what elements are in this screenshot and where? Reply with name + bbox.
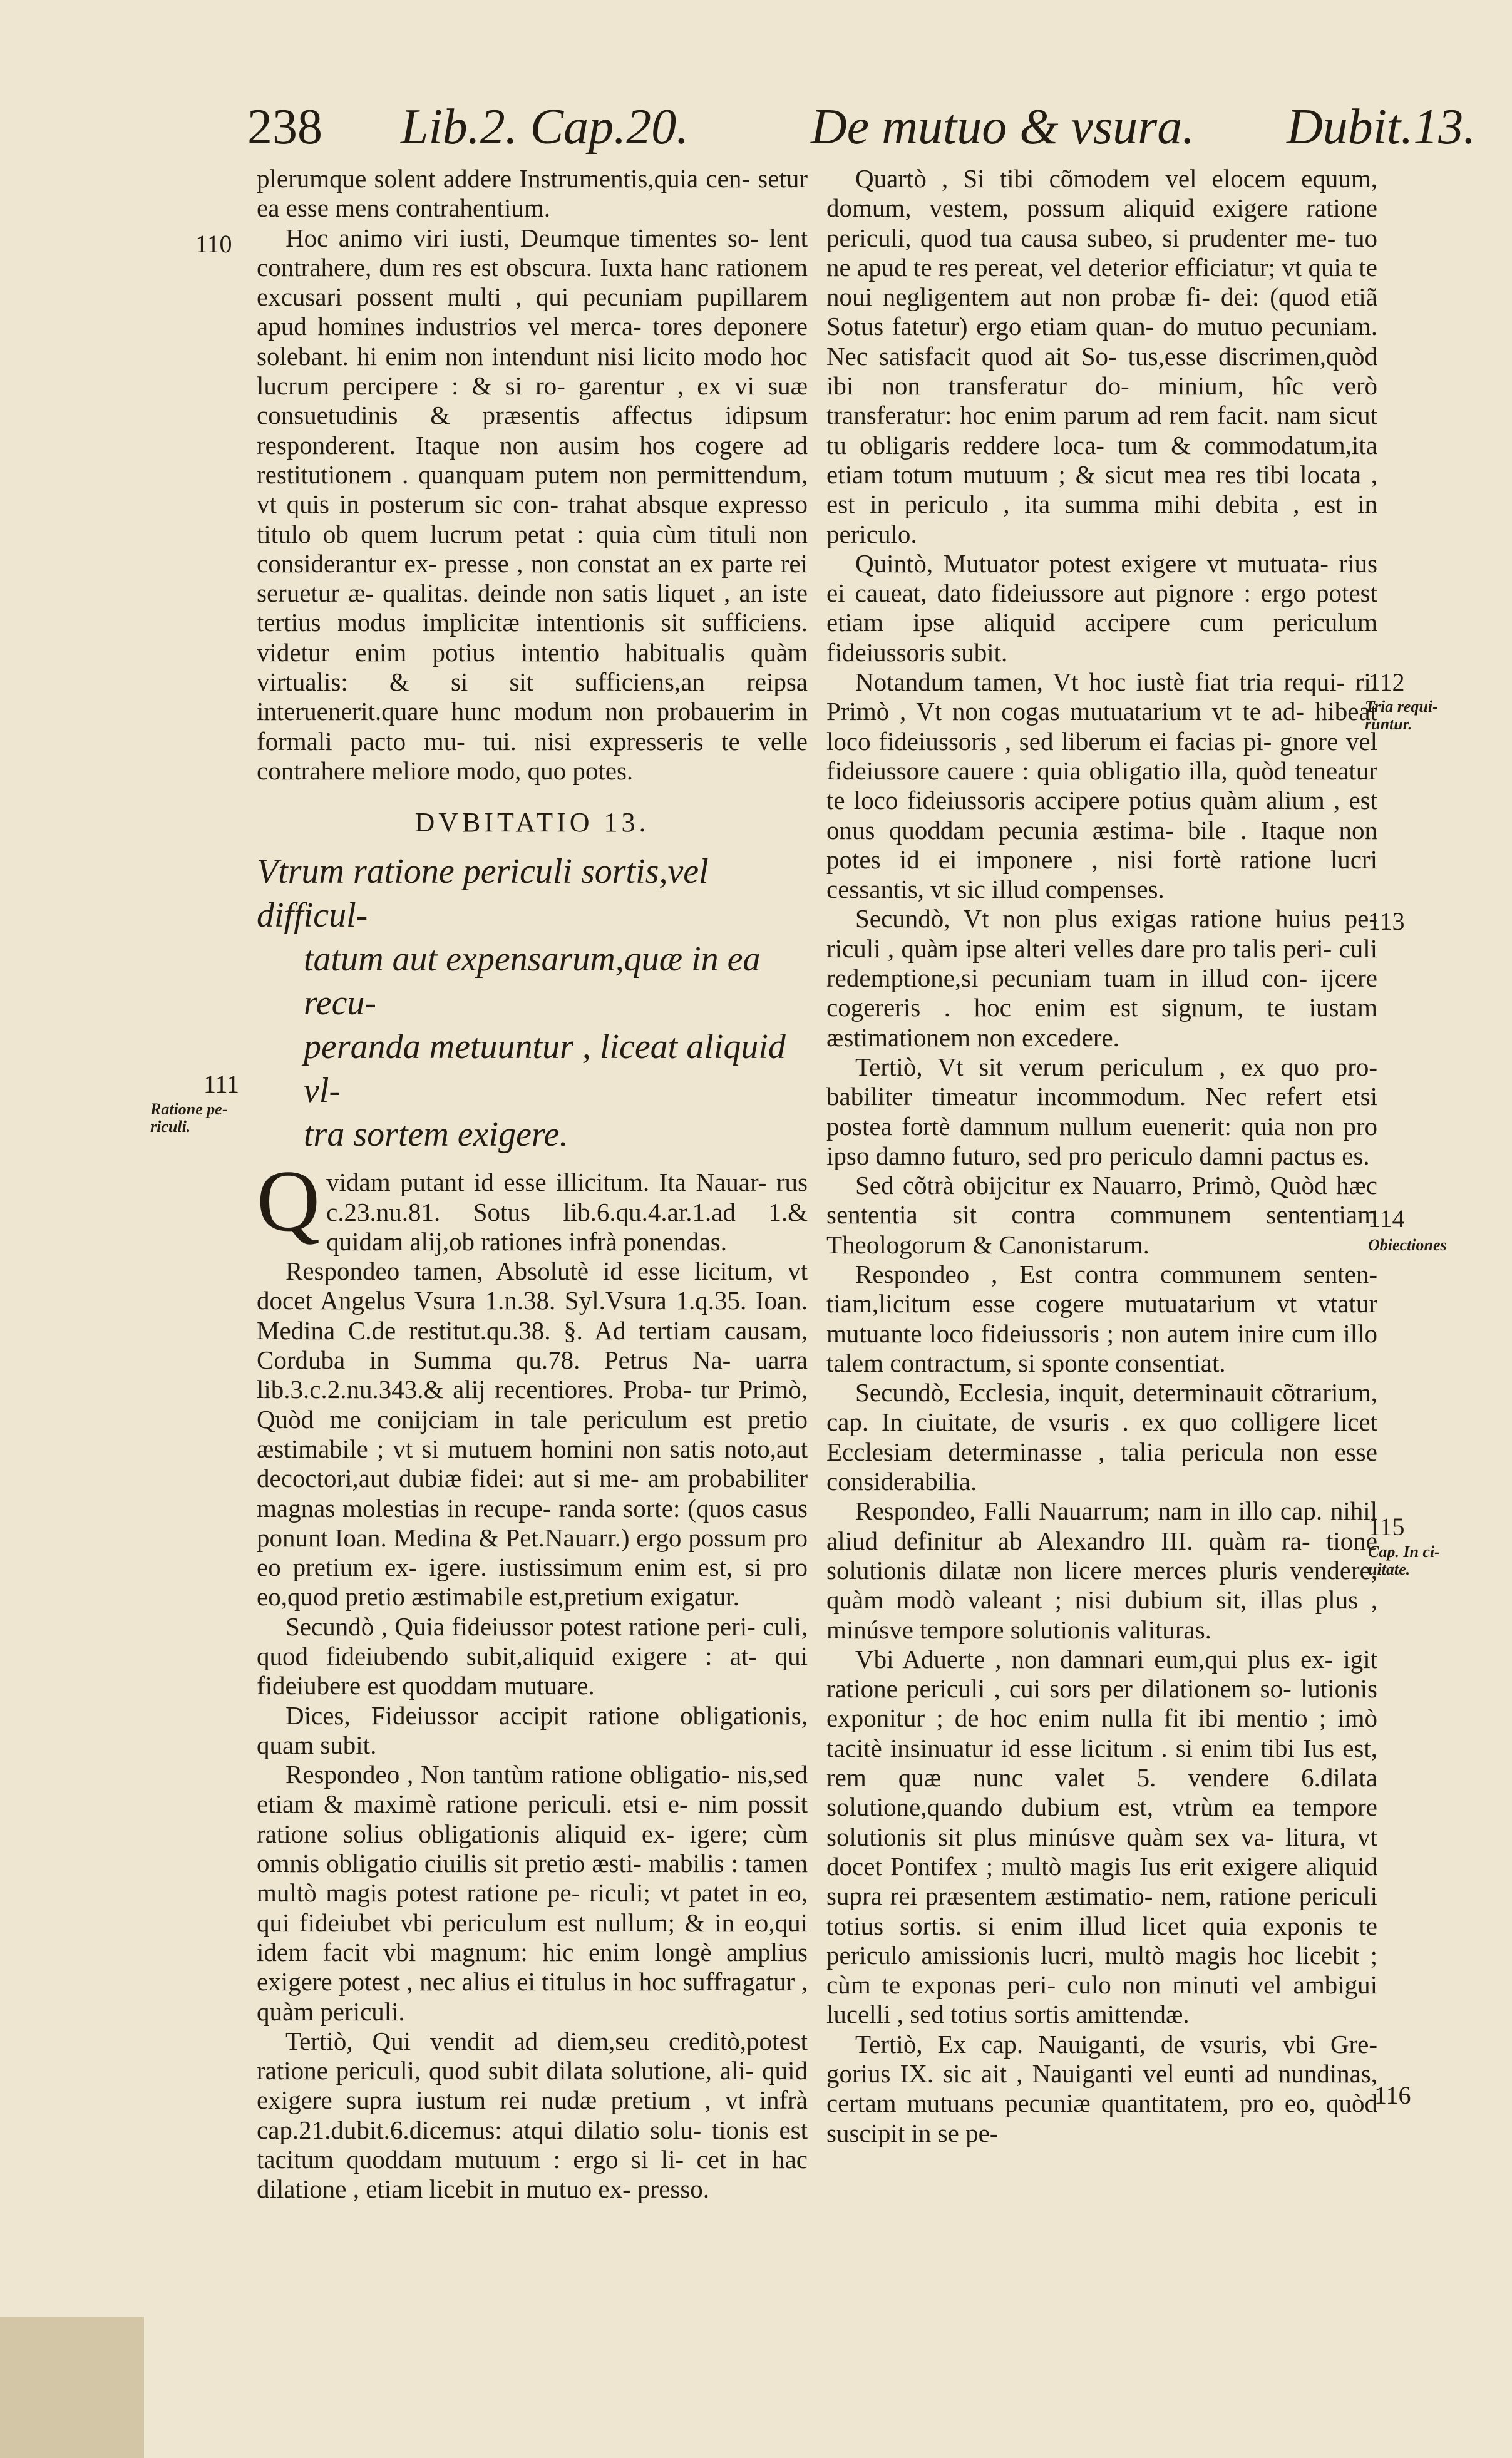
margin-number: 112	[1368, 668, 1405, 696]
margin-note: Cap. In ci- uitate.	[1368, 1543, 1440, 1578]
question-title	[257, 850, 808, 1156]
paragraph: Sed cõtrà obijcitur ex Nauarro, Primò, Quòd hæc sententia sit contra communem sententiam Theologorum & Canonistarum.	[826, 1171, 1377, 1259]
paragraph: Qvidam putant id esse illicitum. Ita Nauar- rus c.23.nu.81. Sotus lib.6.qu.4.ar.1.ad 1.& quidam alij,ob rationes infrà ponendas.	[257, 1153, 808, 1256]
left-column	[257, 164, 808, 2204]
paragraph: Tertiò, Qui vendit ad diem,seu creditò,potest ratione periculi, quod subit dilata solutione, ali- quid exigere supra iustum rei nudæ pretium , vt infrà cap.21.dubit.6.dicemus: atqui dilatio solu- tionis est tacitum quoddam mutuum : ergo si li- cet in hac dilatione , etiam licebit in mutuo ex- presso.	[257, 2026, 808, 2204]
paragraph: Quartò , Si tibi cõmodem vel elocem equum, domum, vestem, possum aliquid exigere ratione periculi, quod tua causa subeo, si prudenter me- tuo ne apud te res pereat, vel deterior efficiatur; vt quia te noui negligentem aut non probæ fi- dei: (quod etiã Sotus fatetur) ergo etiam quan- do mutuo pecuniam. Nec satisfacit quod ait So- tus,esse discrimen,quòd ibi non transferatur do- minium, hîc verò transferatur: hoc enim parum ad rem facit. nam sicut tu obligaris reddere loca- tum & commodatum,ita etiam totum mutuum ; & sicut mea res tibi locata , est in periculo , ita summa mihi debita , est in periculo.	[826, 164, 1377, 548]
question-line: tra sortem exigere.	[304, 1115, 568, 1154]
margin-number: 110	[195, 230, 232, 258]
paragraph: Secundò , Quia fideiussor potest ratione peri- culi, quod fideiubendo subit,aliquid exigere : at- qui fideiubere est quoddam mutuare.	[257, 1612, 808, 1700]
paragraph: Quintò, Mutuator potest exigere vt mutuata- rius ei caueat, dato fideiussore aut pignore : ergo potest etiam ipse aliquid accipere cum periculum fideiussoris subit.	[826, 548, 1377, 667]
paragraph: Dices, Fideiussor accipit ratione obligationis, quam subit.	[257, 1700, 808, 1759]
right-column	[826, 164, 1377, 2148]
paragraph: Respondeo , Non tantùm ratione obligatio- nis,sed etiam & maximè ratione periculi. etsi e- nim possit ratione solius obligationis aliquid ex- igere; cùm omnis obligatio ciuilis sit pretio æsti- mabilis : tamen multò magis potest ratione pe- riculi; vt patet in eo, qui fideiubet vbi periculum est nullum; & in eo,qui idem facit vbi magnum: hic enim longè amplius exigere potest , nec alius ei titulus in hoc suffragatur , quàm periculi.	[257, 1760, 808, 2026]
margin-note: Ratione pe- riculi.	[150, 1100, 228, 1136]
paragraph: plerumque solent addere Instrumentis,quia cen- setur ea esse mens contrahentium.	[257, 164, 808, 223]
paragraph: Secundò, Ecclesia, inquit, determinauit cõtrarium, cap. In ciuitate, de vsuris . ex quo colligere licet Ecclesiam determinasse , talia pericula non esse considerabilia.	[826, 1378, 1377, 1496]
paragraph: Hoc animo viri iusti, Deumque timentes so- lent contrahere, dum res est obscura. Iuxta hanc rationem excusari possent multi , qui pecuniam pupillarem apud homines industrios vel merca- tores deponere solebant. hi enim non intendunt nisi licito modo hoc lucrum percipere : & si ro- garentur , ex vi suæ consuetudinis & præsentis affectus idipsum responderent. Itaque non ausim hos cogere ad restitutionem . quanquam putem non permittendum, vt quis in posterum sic con- trahat absque expresso titulo ob quem lucrum petat : quia cùm tituli non considerantur ex- presse , non constat an ex parte rei seruetur æ- qualitas. deinde non satis liquet , an iste tertius modus implicitæ intentionis sit sufficiens. videtur enim potius intentio habitualis quàm virtualis: & si sit sufficiens,an reipsa interuenerit.quare hunc modum non probauerim in formali pacto mu- tui. nisi expresseris te velle contrahere meliore modo, quo potes.	[257, 223, 808, 785]
question-line: peranda metuuntur , liceat aliquid vl-	[304, 1027, 786, 1111]
margin-number: 114	[1368, 1205, 1405, 1233]
question-line: tatum aut expensarum,quæ in ea recu-	[304, 940, 761, 1023]
paragraph: Respondeo tamen, Absolutè id esse licitum, vt docet Angelus Vsura 1.n.38. Syl.Vsura 1.q.35. Ioan. Medina C.de restitut.qu.38. §. Ad tertiam causam, Corduba in Summa qu.78. Petrus Na- uarra lib.3.c.2.nu.343.& alij recentiores. Proba- tur Primò, Quòd me conijciam in tale periculum est pretio æstimabile ; vt si mutuem homini non satis noto,aut decoctori,aut dubiæ fidei: aut si me- am probabiliter magnas molestias in recupe- randa sorte: (quos casus ponunt Ioan. Medina & Pet.Nauarr.) ergo possum pro eo pretium ex- igere. iustissimum enim est, si pro eo,quod pretio æstimabile est,pretium exigatur.	[257, 1257, 808, 1612]
paragraph: Notandum tamen, Vt hoc iustè fiat tria requi- ri. Primò , Vt non cogas mutuatarium vt te ad- hibeat loco fideiussoris , sed liberum ei facias pi- gnore vel fideiussore cauere : quia obligatio illa, quòd teneatur te loco fideiussoris accipere potius quàm alium , est onus quoddam pecunia æstima- bile . Itaque non potes id ei imponere , nisi fortè ratione lucri cessantis, vt sic illud compenses.	[826, 667, 1377, 904]
running-header	[247, 93, 1476, 162]
page-number: 238	[247, 100, 322, 155]
margin-number: 111	[203, 1070, 240, 1098]
margin-note: Tria requi- runtur.	[1365, 697, 1438, 733]
paragraph: Tertiò, Vt sit verum periculum , ex quo pro- babiliter timeatur incommodum. Nec refert etsi postea fortè damnum nullum euenerit: quia non pro ipso damno futuro, sed pro periculo damni pactus es.	[826, 1052, 1377, 1170]
margin-number: 116	[1374, 2081, 1411, 2109]
margin-number: 113	[1368, 907, 1405, 935]
page-corner	[0, 2317, 144, 2458]
margin-note: Obiectiones	[1368, 1236, 1447, 1254]
book-chapter: Lib.2. Cap.20.	[401, 100, 689, 155]
paragraph: Secundò, Vt non plus exigas ratione huius pe- riculi , quàm ipse alteri velles dare pro talis peri- culi redemptione,si pecuniam tuam in illud con- ijcere cogereris . hoc enim est signum, te iustam æstimationem non excedere.	[826, 904, 1377, 1052]
running-title: De mutuo & vsura.	[811, 100, 1195, 155]
paragraph: Tertiò, Ex cap. Nauiganti, de vsuris, vbi Gre- gorius IX. sic ait , Nauiganti vel eunti ad nundinas, certam mutuans pecuniæ quantitatem, pro eo, quòd suscipit in se pe-	[826, 2029, 1377, 2147]
question-line: Vtrum ratione periculi sortis,vel difficul-	[257, 852, 709, 935]
paragraph: Respondeo, Falli Nauarrum; nam in illo cap. nihil aliud definitur ab Alexandro III. quàm ra- tione solutionis dilatæ non licere merces pluris vendere, quàm modò valeant ; nisi dubium sit, illas plus , minúsve tempore solutionis valituras.	[826, 1496, 1377, 1644]
paragraph: Vbi Aduerte , non damnari eum,qui plus ex- igit ratione periculi , cui sors per dilationem so- lutionis exponitur ; de hoc enim nulla fit ibi mentio ; imò tacitè insinuatur id esse licitum . si enim tibi Ius est, rem quæ nunc valet 5. vendere 6.dilata solutione,quando dubium est, vtrùm ea tempore solutionis sit plus minúsve quàm sex va- litura, vt docet Pontifex ; multò magis Ius erit exigere aliquid supra rei præsentem æstimatio- nem, ratione periculi totius sortis. si enim illud licet quia exponis te periculo amissionis lucri, multò magis hoc licebit ; cùm te exponas peri- culo non minuti vel ambigui lucelli , sed totius sortis amittendæ.	[826, 1644, 1377, 2029]
paragraph: Respondeo , Est contra communem senten- tiam,licitum esse cogere mutuatarium vt vtatur mutuante loco fideiussoris ; non autem inire cum illo talem contractum, si sponte consentiat.	[826, 1259, 1377, 1377]
dubitatio-label: Dubit.13.	[1287, 100, 1476, 155]
margin-number: 115	[1368, 1513, 1405, 1541]
section-heading: DVBITATIO 13.	[414, 807, 650, 838]
